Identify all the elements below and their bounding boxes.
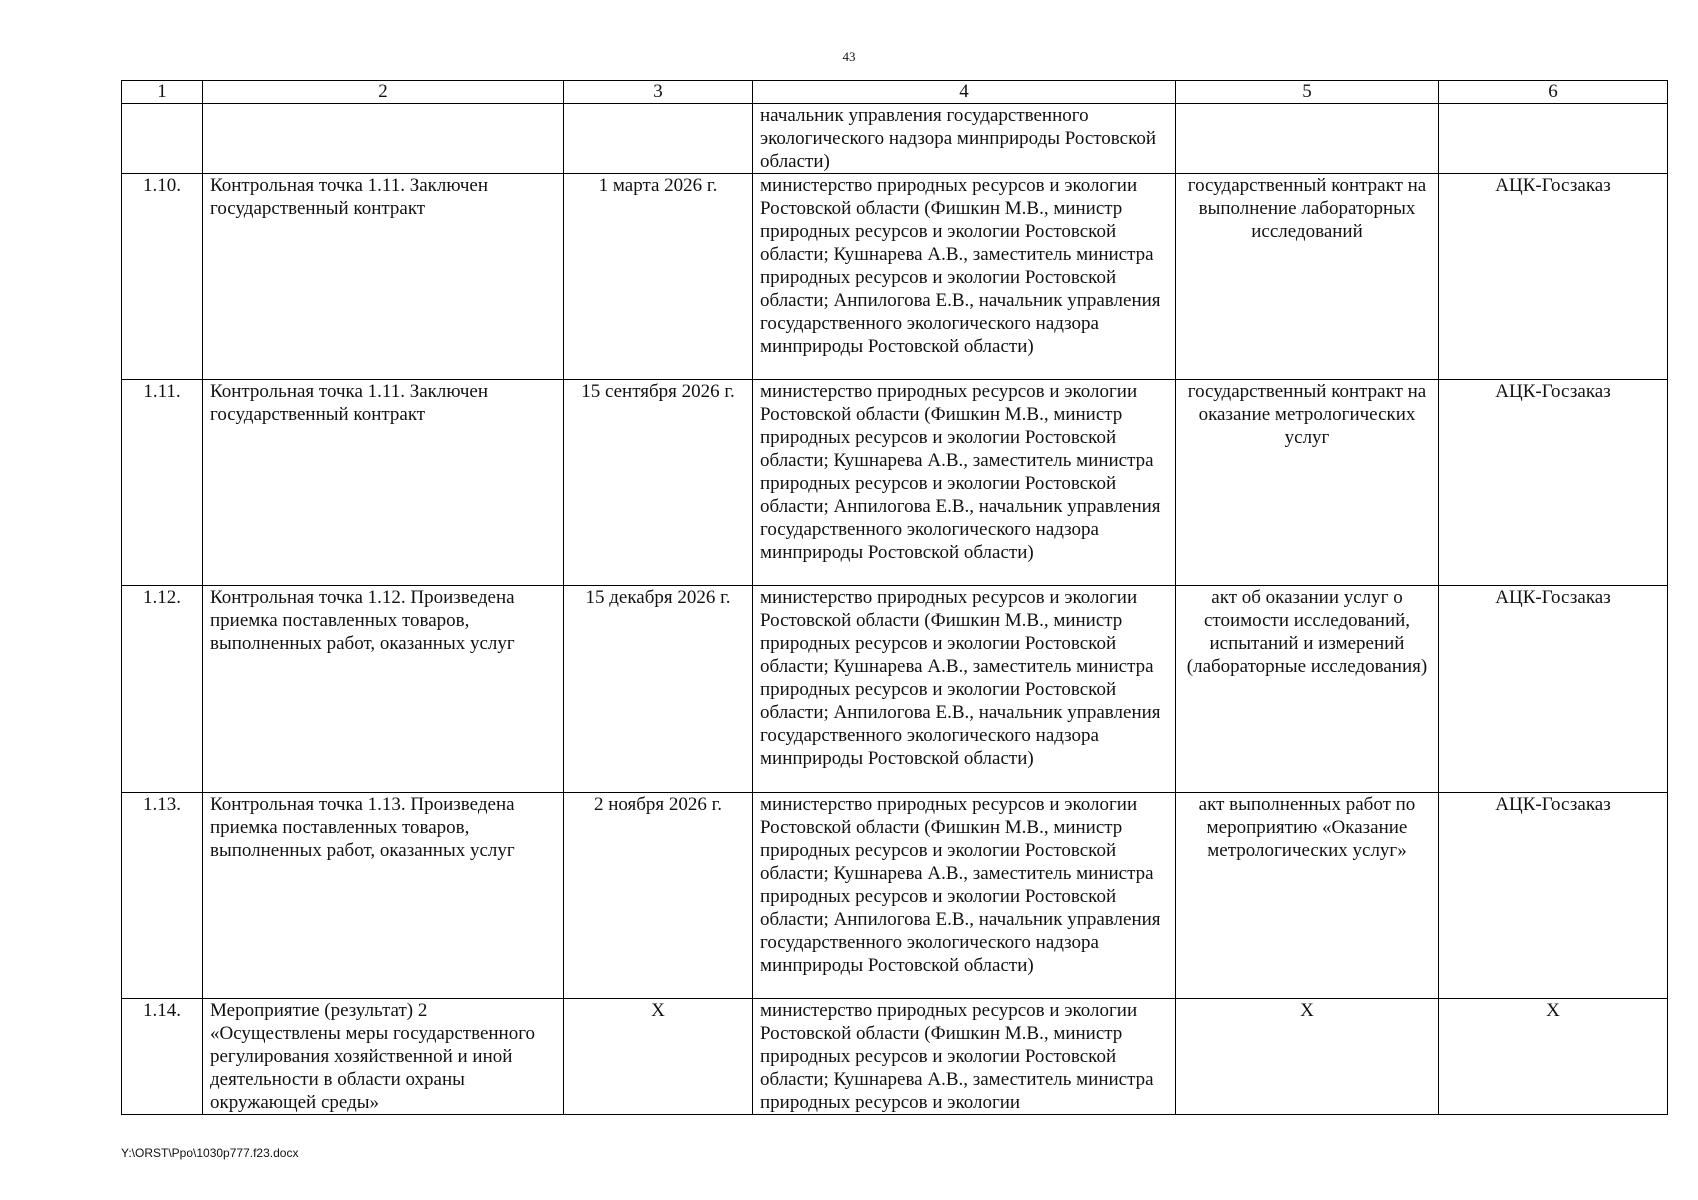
cell-title: Контрольная точка 1.13. Произведена приемка поставленных товаров, выполненных работ, оказанных услуг — [203, 793, 564, 999]
cell-result: государственный контракт на оказание метрологических услуг — [1176, 380, 1439, 586]
schedule-table — [121, 80, 1668, 1115]
cell-result — [1176, 104, 1439, 174]
column-header-2: 2 — [203, 81, 564, 104]
cell-responsible: министерство природных ресурсов и экологии Ростовской области (Фишкин М.В., министр природных ресурсов и экологии Ростовской области; Кушнарева А.В., заместитель министра природных ресурсов и экологии — [753, 999, 1176, 1115]
table-row-continuation — [122, 104, 1668, 174]
table-row — [122, 793, 1668, 999]
cell-title: Мероприятие (результат) 2 «Осуществлены меры государственного регулирования хозяйственной и иной деятельности в области охраны окружающей среды» — [203, 999, 564, 1115]
cell-date: 2 ноября 2026 г. — [564, 793, 753, 999]
cell-title: Контрольная точка 1.11. Заключен государственный контракт — [203, 380, 564, 586]
column-header-1: 1 — [122, 81, 203, 104]
table-row — [122, 174, 1668, 380]
cell-result: акт выполненных работ по мероприятию «Оказание метрологических услуг» — [1176, 793, 1439, 999]
cell-result: акт об оказании услуг о стоимости исследований, испытаний и измерений (лабораторные исследования) — [1176, 586, 1439, 793]
column-header-5: 5 — [1176, 81, 1439, 104]
cell-title: Контрольная точка 1.11. Заключен государственный контракт — [203, 174, 564, 380]
cell-date: 15 сентября 2026 г. — [564, 380, 753, 586]
page-number: 43 — [842, 49, 856, 64]
column-header-6: 6 — [1439, 81, 1668, 104]
cell-system — [1439, 104, 1668, 174]
cell-num: 1.14. — [122, 999, 203, 1115]
cell-date: Х — [564, 999, 753, 1115]
cell-num — [122, 104, 203, 174]
cell-responsible: министерство природных ресурсов и экологии Ростовской области (Фишкин М.В., министр природных ресурсов и экологии Ростовской области; Кушнарева А.В., заместитель министра природных ресурсов и экологии Ростовской области; Анпилогова Е.В., начальник управления государственного экологического надзора минприроды Ростовской области) — [753, 586, 1176, 793]
cell-title: Контрольная точка 1.12. Произведена приемка поставленных товаров, выполненных работ, оказанных услуг — [203, 586, 564, 793]
cell-responsible: министерство природных ресурсов и экологии Ростовской области (Фишкин М.В., министр природных ресурсов и экологии Ростовской области; Кушнарева А.В., заместитель министра природных ресурсов и экологии Ростовской области; Анпилогова Е.В., начальник управления государственного экологического надзора минприроды Ростовской области) — [753, 380, 1176, 586]
cell-result: государственный контракт на выполнение лабораторных исследований — [1176, 174, 1439, 380]
cell-num: 1.12. — [122, 586, 203, 793]
table-row — [122, 586, 1668, 793]
cell-date: 1 марта 2026 г. — [564, 174, 753, 380]
cell-responsible: министерство природных ресурсов и экологии Ростовской области (Фишкин М.В., министр природных ресурсов и экологии Ростовской области; Кушнарева А.В., заместитель министра природных ресурсов и экологии Ростовской области; Анпилогова Е.В., начальник управления государственного экологического надзора минприроды Ростовской области) — [753, 793, 1176, 999]
column-header-3: 3 — [564, 81, 753, 104]
column-header-4: 4 — [753, 81, 1176, 104]
cell-system: АЦК-Госзаказ — [1439, 793, 1668, 999]
cell-responsible: министерство природных ресурсов и экологии Ростовской области (Фишкин М.В., министр природных ресурсов и экологии Ростовской области; Кушнарева А.В., заместитель министра природных ресурсов и экологии Ростовской области; Анпилогова Е.В., начальник управления государственного экологического надзора минприроды Ростовской области) — [753, 174, 1176, 380]
cell-date: 15 декабря 2026 г. — [564, 586, 753, 793]
footer-file-path: Y:\ORST\Ppo\1030p777.f23.docx — [121, 1146, 299, 1160]
cell-num: 1.11. — [122, 380, 203, 586]
cell-system: АЦК-Госзаказ — [1439, 586, 1668, 793]
cell-system: АЦК-Госзаказ — [1439, 380, 1668, 586]
cell-date — [564, 104, 753, 174]
cell-system: Х — [1439, 999, 1668, 1115]
cell-num: 1.10. — [122, 174, 203, 380]
cell-responsible: начальник управления государственного экологического надзора минприроды Ростовской области) — [753, 104, 1176, 174]
cell-result: Х — [1176, 999, 1439, 1115]
cell-system: АЦК-Госзаказ — [1439, 174, 1668, 380]
cell-num: 1.13. — [122, 793, 203, 999]
table-header-row — [122, 81, 1668, 104]
table-row — [122, 999, 1668, 1115]
cell-title — [203, 104, 564, 174]
table-row — [122, 380, 1668, 586]
